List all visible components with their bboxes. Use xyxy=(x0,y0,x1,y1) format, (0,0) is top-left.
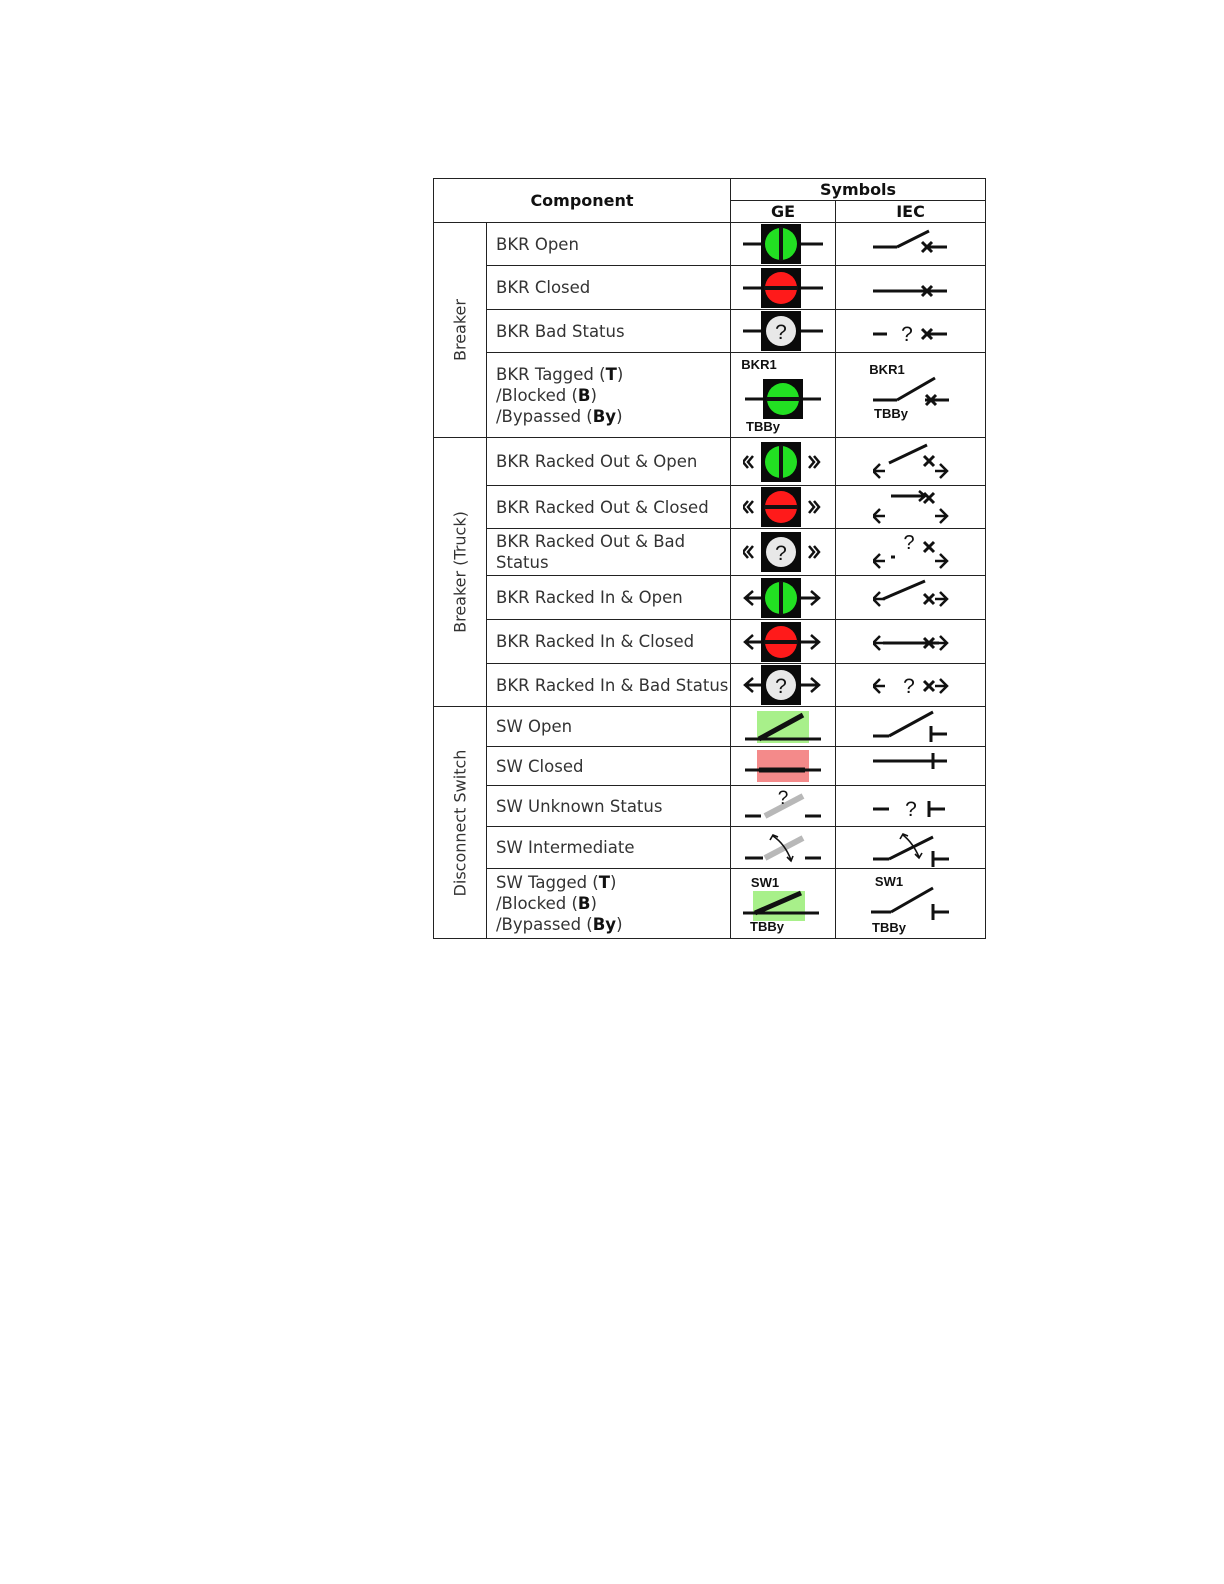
ge-bkr-tagged-icon xyxy=(731,355,835,435)
ge-sw-unknown-icon xyxy=(731,788,835,824)
ge-symbol-cell xyxy=(731,869,836,939)
iec-symbol-cell xyxy=(836,664,986,707)
ge-symbol-cell xyxy=(731,353,836,438)
iec-bkr-open-icon xyxy=(836,227,985,261)
row-label: SW Intermediate xyxy=(487,827,731,869)
question-mark: ? xyxy=(775,675,787,698)
iec-symbol-cell xyxy=(836,827,986,869)
row-label: SW Unknown Status xyxy=(487,786,731,827)
ge-bkr-open-icon xyxy=(731,223,835,265)
iec-symbol-cell xyxy=(836,266,986,310)
iec-sw-tagged-icon xyxy=(836,872,985,936)
iec-racked-in-bad-icon xyxy=(836,666,985,704)
row-label: BKR Racked Out & Closed xyxy=(487,486,731,529)
ge-header: GE xyxy=(731,201,836,223)
ge-symbol-cell xyxy=(731,620,836,664)
ge-symbol-cell xyxy=(731,664,836,707)
iec-symbol-cell xyxy=(836,707,986,747)
iec-bkr-closed-icon xyxy=(836,271,985,305)
row-label-tagged: BKR Tagged (T) /Blocked (B) /Bypassed (By) xyxy=(487,353,731,438)
row-label: BKR Open xyxy=(487,223,731,266)
iec-header: IEC xyxy=(836,201,986,223)
iec-bkr-tagged-icon xyxy=(836,360,985,430)
question-mark: ? xyxy=(775,321,787,344)
group-breaker: Breaker xyxy=(434,223,487,438)
row-label: SW Closed xyxy=(487,747,731,786)
symbol-legend-table xyxy=(433,178,985,936)
iec-symbol-cell xyxy=(836,310,986,353)
question-mark: ? xyxy=(900,323,913,346)
iec-symbol-cell xyxy=(836,529,986,576)
iec-symbol-cell xyxy=(836,620,986,664)
ge-symbol-cell xyxy=(731,747,836,786)
ge-racked-out-closed-icon xyxy=(731,486,835,528)
question-mark: ? xyxy=(904,798,917,821)
row-label: BKR Racked Out & Bad Status xyxy=(487,529,731,576)
symbols-header: Symbols xyxy=(731,179,986,201)
bkr-tag-label: BKR1 xyxy=(741,357,777,372)
ge-racked-out-bad-icon xyxy=(731,531,835,573)
ge-racked-out-open-icon xyxy=(731,441,835,483)
bkr-tag-label: BKR1 xyxy=(868,362,905,377)
iec-symbol-cell xyxy=(836,786,986,827)
sw-tag-label: SW1 xyxy=(874,873,903,889)
ge-symbol-cell xyxy=(731,827,836,869)
ge-symbol-cell xyxy=(731,707,836,747)
tag-codes-label: TBBy xyxy=(873,406,908,421)
component-header: Component xyxy=(434,179,731,223)
ge-sw-intermediate-icon xyxy=(731,830,835,866)
question-mark: ? xyxy=(902,533,915,554)
ge-symbol-cell xyxy=(731,223,836,266)
row-label: SW Open xyxy=(487,707,731,747)
iec-symbol-cell xyxy=(836,223,986,266)
ge-symbol-cell xyxy=(731,486,836,529)
ge-symbol-cell xyxy=(731,529,836,576)
ge-racked-in-bad-icon xyxy=(731,664,835,706)
iec-sw-closed-icon xyxy=(836,747,985,785)
ge-bkr-closed-icon xyxy=(731,267,835,309)
sw-tag-label: SW1 xyxy=(750,874,780,890)
iec-racked-in-closed-icon xyxy=(836,623,985,661)
ge-symbol-cell xyxy=(731,438,836,486)
tag-codes-label: TBBy xyxy=(750,918,784,934)
iec-racked-in-open-icon xyxy=(836,579,985,617)
row-label: BKR Closed xyxy=(487,266,731,310)
ge-sw-closed-icon xyxy=(731,748,835,784)
group-breaker-truck: Breaker (Truck) xyxy=(434,438,487,707)
tag-codes-label: TBBy xyxy=(746,419,780,434)
iec-symbol-cell xyxy=(836,353,986,438)
iec-bkr-bad-status-icon xyxy=(836,314,985,348)
iec-racked-out-open-icon xyxy=(836,443,985,481)
ge-symbol-cell xyxy=(731,576,836,620)
ge-racked-in-closed-icon xyxy=(731,621,835,663)
row-label: BKR Bad Status xyxy=(487,310,731,353)
iec-symbol-cell xyxy=(836,576,986,620)
row-label: BKR Racked In & Open xyxy=(487,576,731,620)
question-mark: ? xyxy=(777,788,789,809)
iec-sw-unknown-icon xyxy=(836,787,985,825)
question-mark: ? xyxy=(775,542,787,565)
ge-racked-in-open-icon xyxy=(731,577,835,619)
iec-racked-out-closed-icon xyxy=(836,488,985,526)
ge-sw-tagged-icon xyxy=(731,873,835,935)
ge-symbol-cell xyxy=(731,786,836,827)
iec-symbol-cell xyxy=(836,747,986,786)
iec-racked-out-bad-icon xyxy=(836,533,985,571)
row-label: BKR Racked In & Bad Status xyxy=(487,664,731,707)
question-mark: ? xyxy=(902,675,915,698)
row-label-tagged: SW Tagged (T) /Blocked (B) /Bypassed (By) xyxy=(487,869,731,939)
row-label: BKR Racked In & Closed xyxy=(487,620,731,664)
iec-symbol-cell xyxy=(836,486,986,529)
iec-symbol-cell xyxy=(836,869,986,939)
ge-sw-open-icon xyxy=(731,709,835,745)
iec-sw-open-icon xyxy=(836,708,985,746)
iec-sw-intermediate-icon xyxy=(836,829,985,867)
row-label: BKR Racked Out & Open xyxy=(487,438,731,486)
group-disconnect-switch: Disconnect Switch xyxy=(434,707,487,939)
iec-symbol-cell xyxy=(836,438,986,486)
ge-bkr-bad-status-icon xyxy=(731,310,835,352)
tag-codes-label: TBBy xyxy=(871,919,906,935)
ge-symbol-cell xyxy=(731,266,836,310)
ge-symbol-cell xyxy=(731,310,836,353)
